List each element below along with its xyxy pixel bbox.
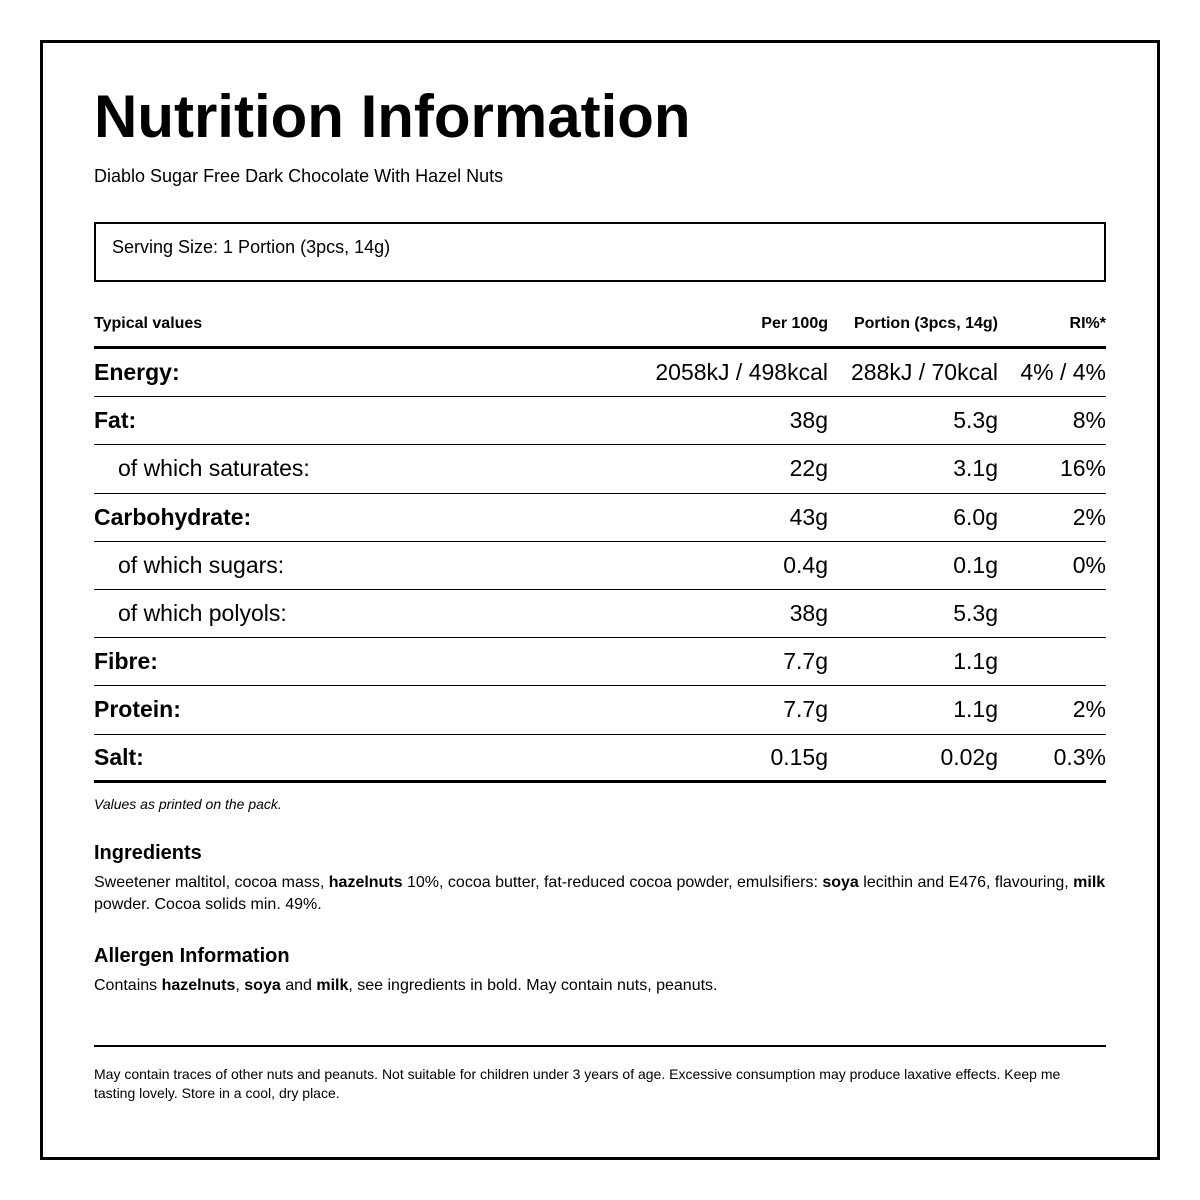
- row-label: Fat:: [94, 407, 137, 434]
- row-label: Protein:: [94, 696, 181, 723]
- row-label: Energy:: [94, 359, 180, 386]
- product-name: Diablo Sugar Free Dark Chocolate With Hazel Nuts: [94, 166, 504, 186]
- row-portion: 288kJ / 70kcal: [850, 359, 998, 386]
- row-per-100g: 0.4g: [783, 551, 828, 578]
- row-per-100g: 43g: [789, 503, 828, 530]
- row-portion: 5.3g: [953, 407, 998, 434]
- allergen-text: [94, 975, 1106, 997]
- row-ri: 0.3%: [1053, 743, 1106, 770]
- table-row-carbohydrate: [94, 494, 1106, 542]
- ingredient-allergen-hazelnuts: hazelnuts: [328, 874, 403, 891]
- ingredients-text: [94, 872, 1106, 916]
- row-ri: 2%: [1072, 503, 1106, 530]
- table-row-saturates: [94, 445, 1106, 493]
- allergen-section: [94, 944, 1106, 997]
- table-row-fat: [94, 397, 1106, 445]
- row-portion: 0.1g: [953, 551, 998, 578]
- ingredient-allergen-milk: milk: [1073, 874, 1106, 891]
- table-row-sugars: [94, 542, 1106, 590]
- row-ri: 0%: [1072, 551, 1106, 578]
- row-portion: 1.1g: [953, 648, 998, 675]
- footer-text: May contain traces of other nuts and peanuts. Not suitable for children under 3 years of age. Excessive consumption may produce laxative effects. Keep me tasting lovely. Store in a cool, dry place.: [94, 1066, 1061, 1101]
- row-ri: 16%: [1059, 455, 1106, 482]
- row-label: Salt:: [94, 743, 144, 770]
- header-ri: RI%*: [1069, 315, 1106, 332]
- row-per-100g: 22g: [789, 455, 828, 482]
- allergen-soya: soya: [244, 977, 281, 994]
- table-row-polyols: [94, 590, 1106, 638]
- row-per-100g: 7.7g: [783, 696, 828, 723]
- row-label: Fibre:: [94, 648, 158, 675]
- row-per-100g: 38g: [789, 407, 828, 434]
- row-label: of which polyols:: [118, 600, 287, 627]
- row-ri: 8%: [1072, 407, 1106, 434]
- serving-size-box: [94, 222, 1106, 282]
- footer-divider: [94, 1045, 1106, 1047]
- table-row-protein: [94, 686, 1106, 734]
- ingredients-text-part: powder. Cocoa solids min. 49%.: [94, 896, 322, 913]
- ingredient-allergen-soya: soya: [822, 874, 859, 891]
- allergen-hazelnuts: hazelnuts: [161, 977, 236, 994]
- header-per-100g: Per 100g: [761, 315, 828, 332]
- row-label: Carbohydrate:: [94, 503, 252, 530]
- ingredients-text-part: lecithin and E476, flavouring,: [858, 874, 1074, 891]
- table-note: Values as printed on the pack.: [94, 796, 282, 812]
- ingredients-heading: Ingredients: [94, 842, 202, 864]
- row-portion: 5.3g: [953, 600, 998, 627]
- serving-size-text: Serving Size: 1 Portion (3pcs, 14g): [112, 237, 391, 257]
- table-row-fibre: [94, 638, 1106, 686]
- ingredients-section: [94, 841, 1106, 916]
- header-portion: Portion (3pcs, 14g): [853, 315, 998, 332]
- row-per-100g: 2058kJ / 498kcal: [655, 359, 828, 386]
- allergen-text-part: ,: [235, 977, 245, 994]
- table-row-salt: [94, 735, 1106, 783]
- allergen-text-part: and: [280, 977, 317, 994]
- table-row-energy: [94, 349, 1106, 397]
- row-per-100g: 38g: [789, 600, 828, 627]
- nutrition-table: [94, 302, 1106, 783]
- row-per-100g: 7.7g: [783, 648, 828, 675]
- allergen-text-part: Contains: [94, 977, 162, 994]
- row-portion: 6.0g: [953, 503, 998, 530]
- row-ri: 4% / 4%: [1020, 359, 1106, 386]
- header-typical-values: Typical values: [94, 315, 203, 332]
- page-title: Nutrition Information: [94, 83, 691, 150]
- allergen-milk: milk: [316, 977, 349, 994]
- ingredients-text-part: Sweetener maltitol, cocoa mass,: [94, 874, 329, 891]
- table-header: [94, 302, 1106, 349]
- row-label: of which saturates:: [118, 455, 310, 482]
- ingredients-text-part: 10%, cocoa butter, fat-reduced cocoa powder, emulsifiers:: [402, 874, 823, 891]
- row-portion: 1.1g: [953, 696, 998, 723]
- row-ri: 2%: [1072, 696, 1106, 723]
- allergen-text-part: , see ingredients in bold. May contain nuts, peanuts.: [348, 977, 718, 994]
- row-per-100g: 0.15g: [770, 743, 828, 770]
- allergen-heading: Allergen Information: [94, 945, 290, 967]
- row-label: of which sugars:: [118, 551, 285, 578]
- row-portion: 0.02g: [940, 743, 998, 770]
- row-portion: 3.1g: [953, 455, 998, 482]
